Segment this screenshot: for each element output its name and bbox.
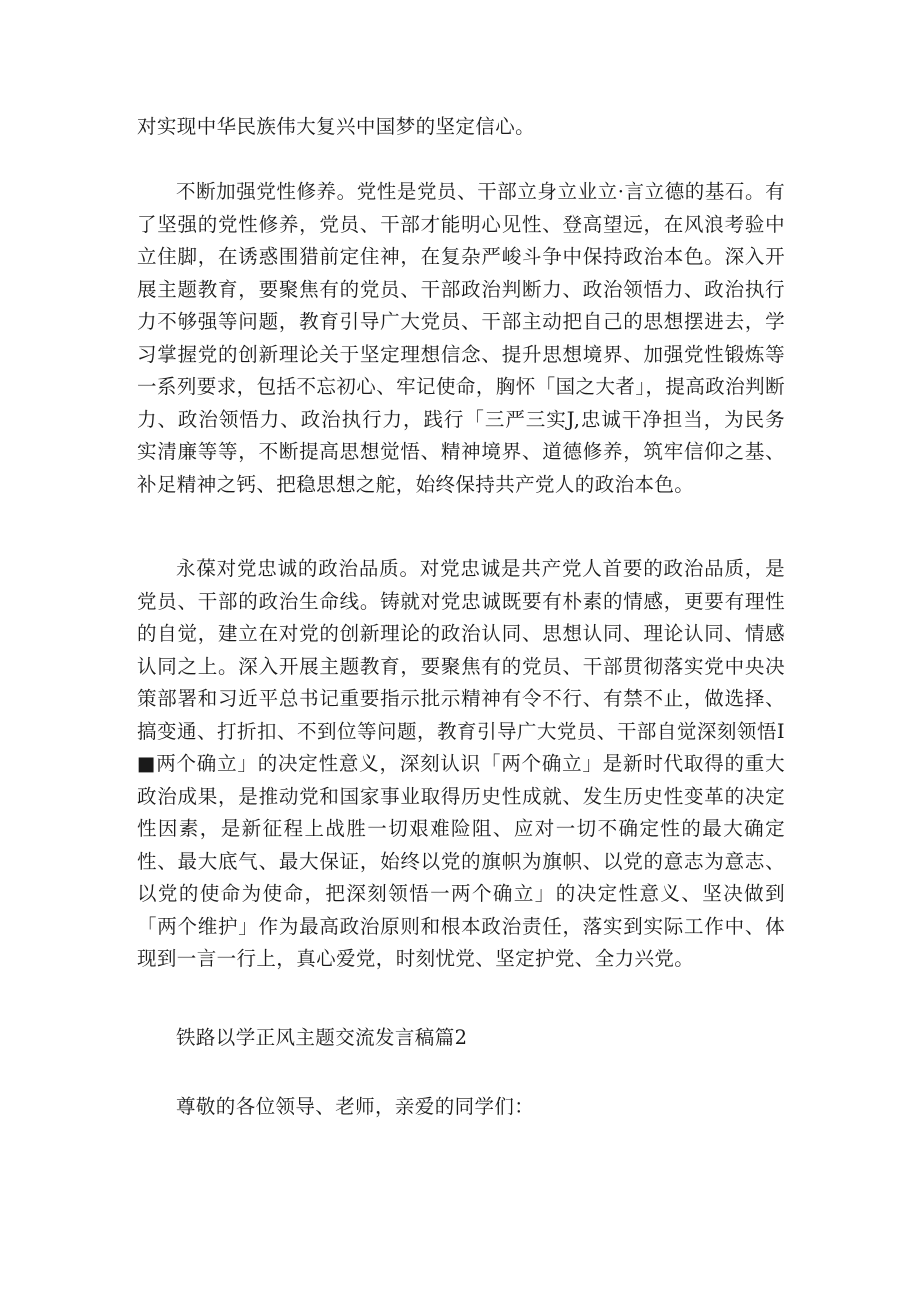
- paragraph-party-spirit: 不断加强党性修养。党性是党员、干部立身立业立·言立德的基石。有了坚强的党性修养，党员、干部才能明心见性、登高望远，在风浪考验中立住脚，在诱惑围猎前定住神，在复杂严峻斗争中保持政治本色。深入开展主题教育，要聚焦有的党员、干部政治判断力、政治领悟力、政治执行力不够强等问题，教育引导广大党员、干部主动把自己的思想摆进去，学习掌握党的创新理论关于坚定理想信念、提升思想境界、加强党性锻炼等一系列要求，包括不忘初心、牢记使命，胸怀「国之大者」，提高政治判断力、政治领悟力、政治执行力，践行「三严三实J,忠诚干净担当，为民务实清廉等等，不断提高思想觉悟、精神境界、道德修养，筑牢信仰之基、补足精神之钙、把稳思想之舵，始终保持共产党人的政治本色。: [137, 180, 785, 496]
- section-heading: 铁路以学正风主题交流发言稿篇2: [176, 1026, 468, 1049]
- paragraph-loyalty: 永葆对党忠诚的政治品质。对党忠诚是共产党人首要的政治品质，是党员、干部的政治生命线。铸就对党忠诚既要有朴素的情感，更要有理性的自觉，建立在对党的创新理论的政治认同、思想认同、理论认同、情感认同之上。深入开展主题教育，要聚焦有的党员、干部贯彻落实党中央决策部署和习近平总书记重要指示批示精神有令不行、有禁不止，做选择、搞变通、打折扣、不到位等问题，教育引导广大党员、干部自觉深刻领悟I■两个确立」的决定性意义，深刻认识「两个确立」是新时代取得的重大政治成果，是推动党和国家事业取得历史性成就、发生历史性变革的决定性因素，是新征程上战胜一切艰难险阻、应对一切不确定性的最大确定性、最大底气、最大保证，始终以党的旗帜为旗帜、以党的意志为意志、以党的使命为使命，把深刻领悟一两个确立」的决定性意义、坚决做到「两个维护」作为最高政治原则和根本政治责任，落实到实际工作中、体现到一言一行上，真心爱党，时刻忧党、坚定护党、全力兴党。: [137, 557, 785, 970]
- salutation: 尊敬的各位领导、老师，亲爱的同学们：: [176, 1095, 535, 1118]
- paragraph-continuation: 对实现中华民族伟大复兴中国梦的坚定信心。: [137, 115, 536, 138]
